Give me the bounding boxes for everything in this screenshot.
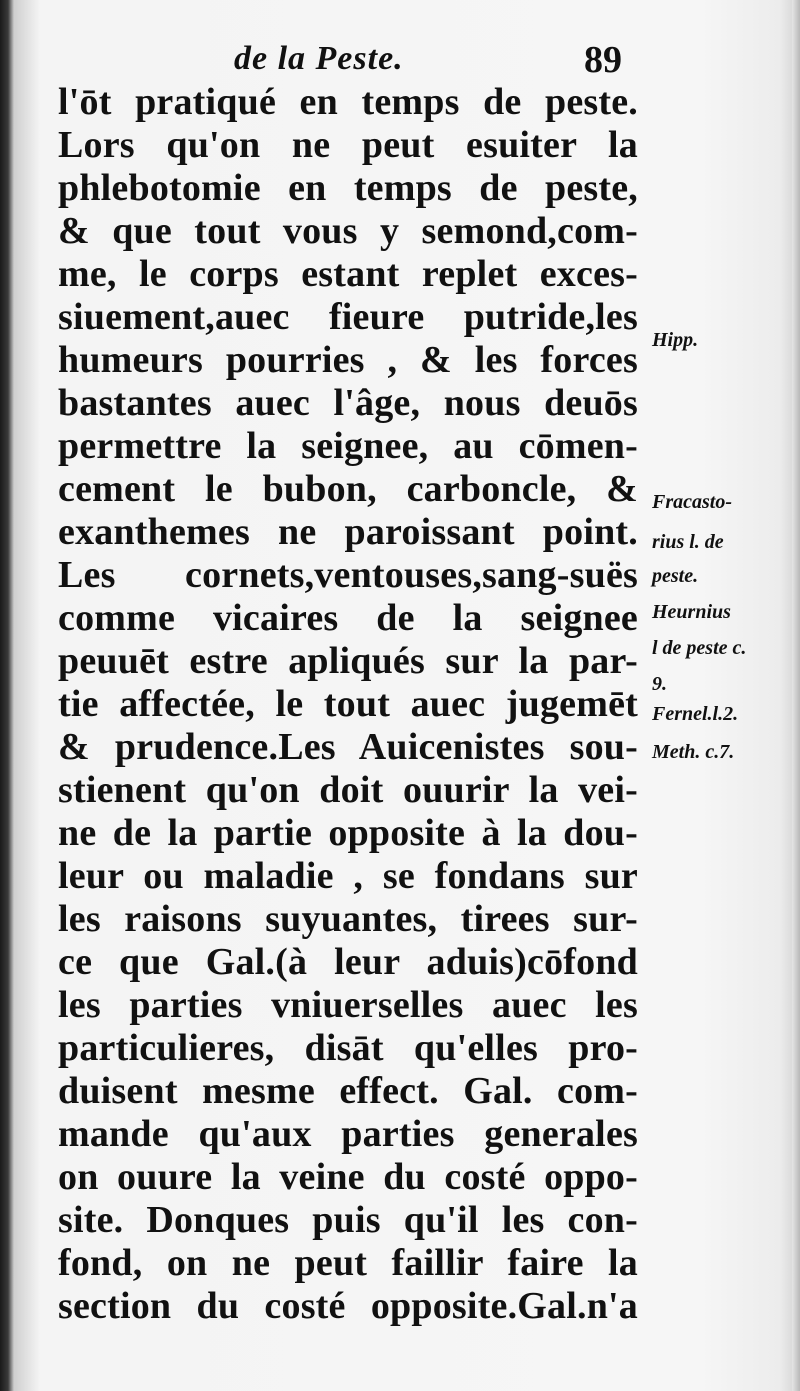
text-line: stienent qu'on doit ouurir la vei- bbox=[58, 769, 638, 811]
margin-note: rius l. de bbox=[652, 531, 724, 553]
text-line: permettre la seignee, au cōmen- bbox=[58, 425, 638, 467]
margin-note: Heurnius bbox=[652, 601, 731, 623]
text-line: exanthemes ne paroissant point. bbox=[58, 511, 638, 553]
margin-note: Hipp. bbox=[652, 329, 699, 351]
text-line: les raisons suyuantes, tirees sur- bbox=[58, 898, 638, 940]
margin-note: peste. bbox=[652, 565, 699, 587]
text-line: peuuēt estre apliqués sur la par- bbox=[58, 640, 638, 682]
text-line: leur ou maladie , se fondans sur bbox=[58, 855, 638, 897]
text-line: l'ōt pratiqué en temps de peste. bbox=[58, 81, 638, 123]
text-line: les parties vniuerselles auec les bbox=[58, 984, 638, 1026]
margin-note: Fernel.l.2. bbox=[652, 703, 739, 725]
text-line: ce que Gal.(à leur aduis)cōfond bbox=[58, 941, 638, 983]
text-line: duisent mesme effect. Gal. com- bbox=[58, 1070, 638, 1112]
text-line: ne de la partie opposite à la dou- bbox=[58, 812, 638, 854]
text-line: site. Donques puis qu'il les con- bbox=[58, 1199, 638, 1241]
page-edge bbox=[792, 0, 800, 1391]
text-line: Lors qu'on ne peut esuiter la bbox=[58, 124, 638, 166]
text-line: tie affectée, le tout auec jugemēt bbox=[58, 683, 638, 725]
text-line: & que tout vous y semond,com- bbox=[58, 210, 638, 252]
margin-note: 9. bbox=[652, 673, 667, 695]
text-line: Les cornets,ventouses,sang-suës bbox=[58, 554, 638, 596]
margin-note: Fracasto- bbox=[652, 491, 732, 513]
text-line: phlebotomie en temps de peste, bbox=[58, 167, 638, 209]
margin-note: l de peste c. bbox=[652, 637, 747, 659]
text-line: mande qu'aux parties generales bbox=[58, 1113, 638, 1155]
text-line: bastantes auec l'âge, nous deuōs bbox=[58, 382, 638, 424]
text-line: comme vicaires de la seignee bbox=[58, 597, 638, 639]
text-line: particulieres, disāt qu'elles pro- bbox=[58, 1027, 638, 1069]
text-line: section du costé opposite.Gal.n'a bbox=[58, 1285, 638, 1327]
text-line: humeurs pourries , & les forces bbox=[58, 339, 638, 381]
text-line: fond, on ne peut faillir faire la bbox=[58, 1242, 638, 1284]
running-head: de la Peste. bbox=[234, 40, 404, 77]
text-line: siuement,auec fieure putride,les bbox=[58, 296, 638, 338]
page-number: 89 bbox=[584, 39, 622, 81]
text-line: me, le corps estant replet exces- bbox=[58, 253, 638, 295]
text-line: cement le bubon, carboncle, & bbox=[58, 468, 638, 510]
text-line: & prudence.Les Auicenistes sou- bbox=[58, 726, 638, 768]
margin-note: Meth. c.7. bbox=[652, 741, 735, 763]
text-line: on ouure la veine du costé oppo- bbox=[58, 1156, 638, 1198]
